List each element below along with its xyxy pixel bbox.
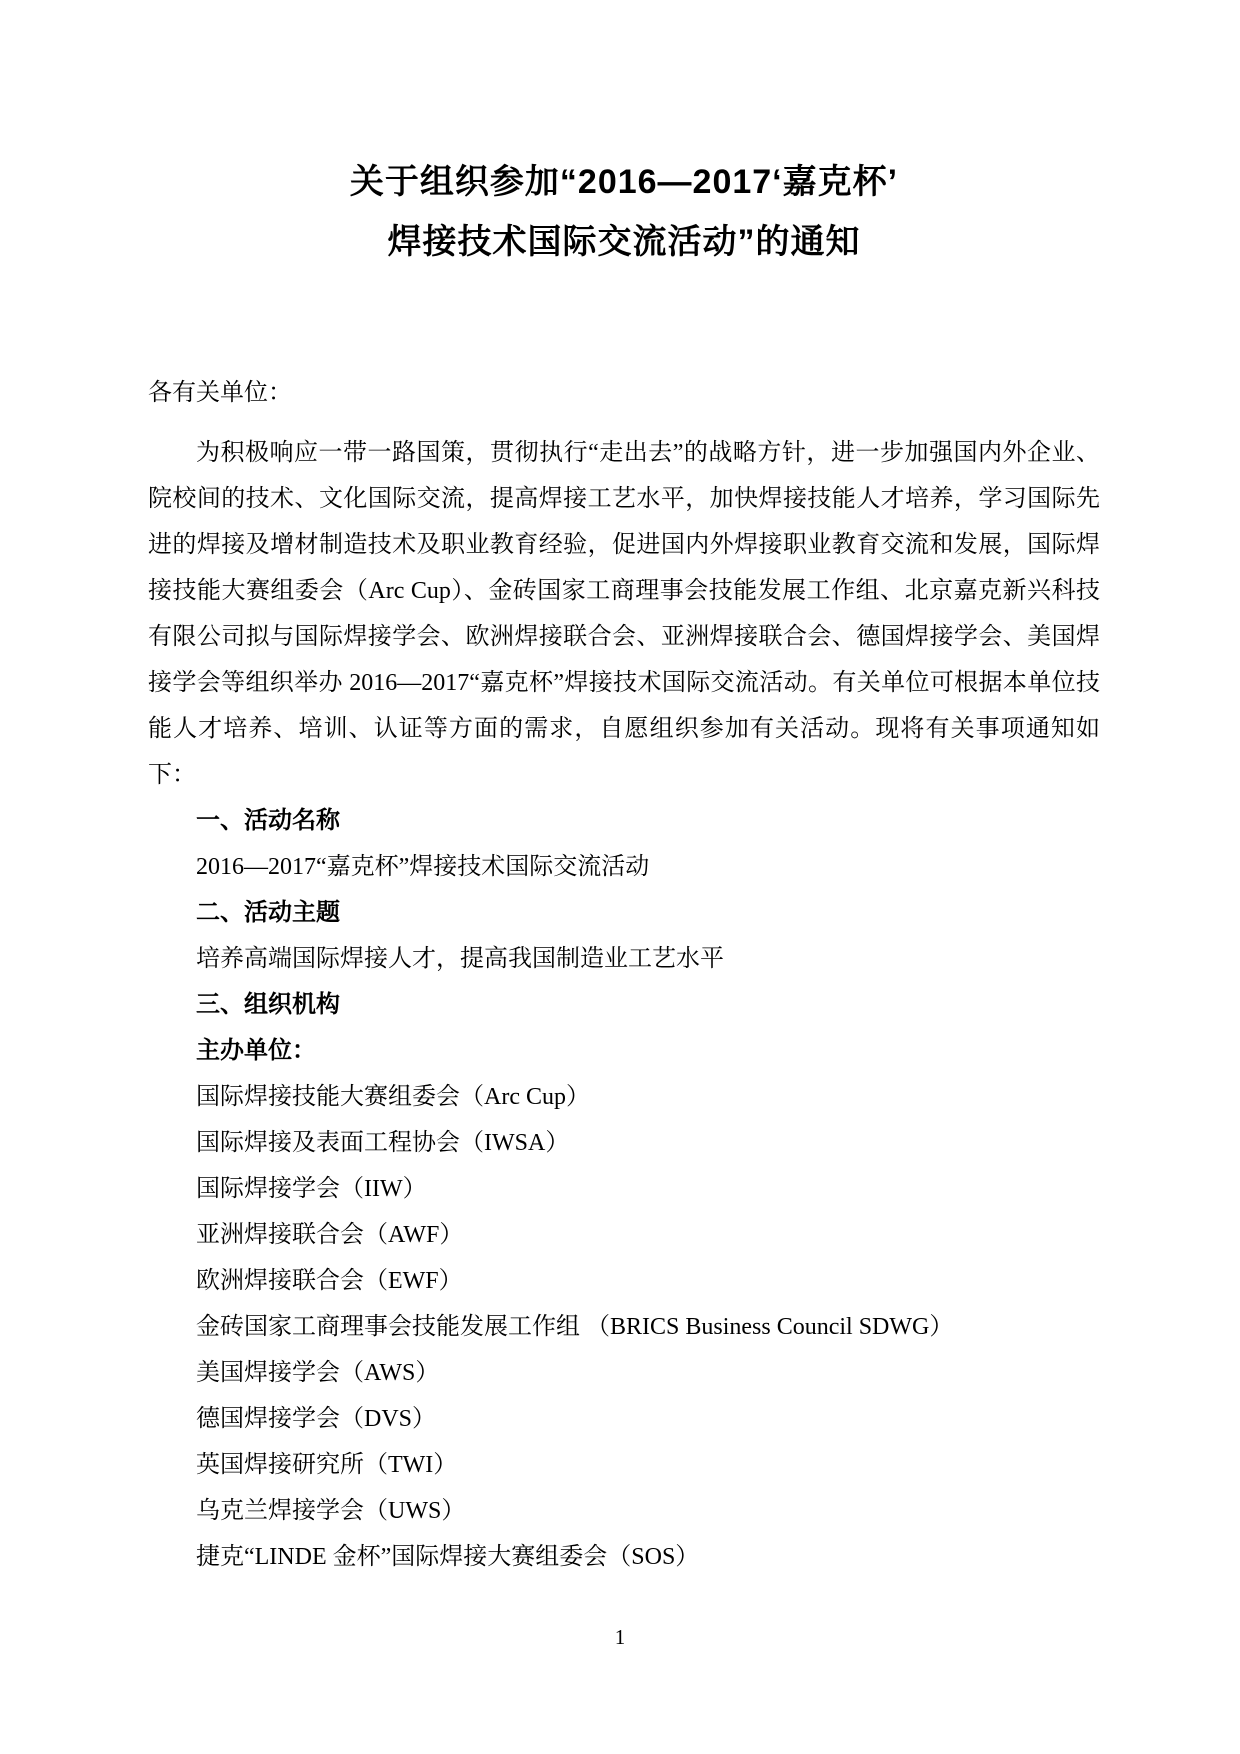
page-footer xyxy=(0,1624,1240,1650)
section-2-content: 培养高端国际焊接人才，提高我国制造业工艺水平 xyxy=(196,946,724,972)
organizers-list xyxy=(148,1074,1100,1580)
organizer-item-awf: 亚洲焊接联合会（AWF） xyxy=(196,1222,464,1248)
organizer-item-iwsa: 国际焊接及表面工程协会（IWSA） xyxy=(196,1130,570,1156)
organizer-item-arc-cup: 国际焊接技能大赛组委会（Arc Cup） xyxy=(196,1084,590,1110)
intro-paragraph: 为积极响应一带一路国策，贯彻执行“走出去”的战略方针，进一步加强国内外企业、院校间的技术、文化国际交流，提高焊接工艺水平，加快焊接技能人才培养，学习国际先进的焊接及增材制造技术及职业教育经验，促进国内外焊接职业教育交流和发展，国际焊接技能大赛组委会（Arc Cup）、金砖国家工商理事会技能发展工作组、北京嘉克新兴科技有限公司拟与国际焊接学会、欧洲焊接联合会、亚洲焊接联合会、德国焊接学会、美国焊接学会等组织举办 2016—2017“嘉克杯”焊接技术国际交流活动。有关单位可根据本单位技能人才培养、培训、认证等方面的需求，自愿组织参加有关活动。现将有关事项通知如下： xyxy=(148,440,1100,788)
section-3-heading: 三、组织机构 xyxy=(196,991,340,1018)
organizer-item-sos: 捷克“LINDE 金杯”国际焊接大赛组委会（SOS） xyxy=(196,1544,700,1570)
salutation: 各有关单位： xyxy=(148,380,292,406)
section-1-content: 2016—2017“嘉克杯”焊接技术国际交流活动 xyxy=(196,854,650,880)
section-1-heading: 一、活动名称 xyxy=(196,807,340,834)
title-line-1: 关于组织参加“2016—2017‘嘉克杯’ xyxy=(349,163,899,201)
organizer-item-brics-sdwg: 金砖国家工商理事会技能发展工作组 （BRICS Business Council SDWG） xyxy=(196,1314,954,1340)
organizer-item-iiw: 国际焊接学会（IIW） xyxy=(196,1176,427,1202)
organizers-subheading: 主办单位： xyxy=(196,1038,316,1064)
title-line-2: 焊接技术国际交流活动”的通知 xyxy=(387,223,861,261)
document-title xyxy=(148,152,1100,272)
page-number: 1 xyxy=(614,1625,626,1649)
section-2-heading: 二、活动主题 xyxy=(196,899,340,926)
organizer-item-dvs: 德国焊接学会（DVS） xyxy=(196,1406,437,1432)
organizer-item-aws: 美国焊接学会（AWS） xyxy=(196,1360,440,1386)
organizer-item-ewf: 欧洲焊接联合会（EWF） xyxy=(196,1268,463,1294)
organizer-item-twi: 英国焊接研究所（TWI） xyxy=(196,1452,458,1478)
organizer-item-uws: 乌克兰焊接学会（UWS） xyxy=(196,1498,466,1524)
